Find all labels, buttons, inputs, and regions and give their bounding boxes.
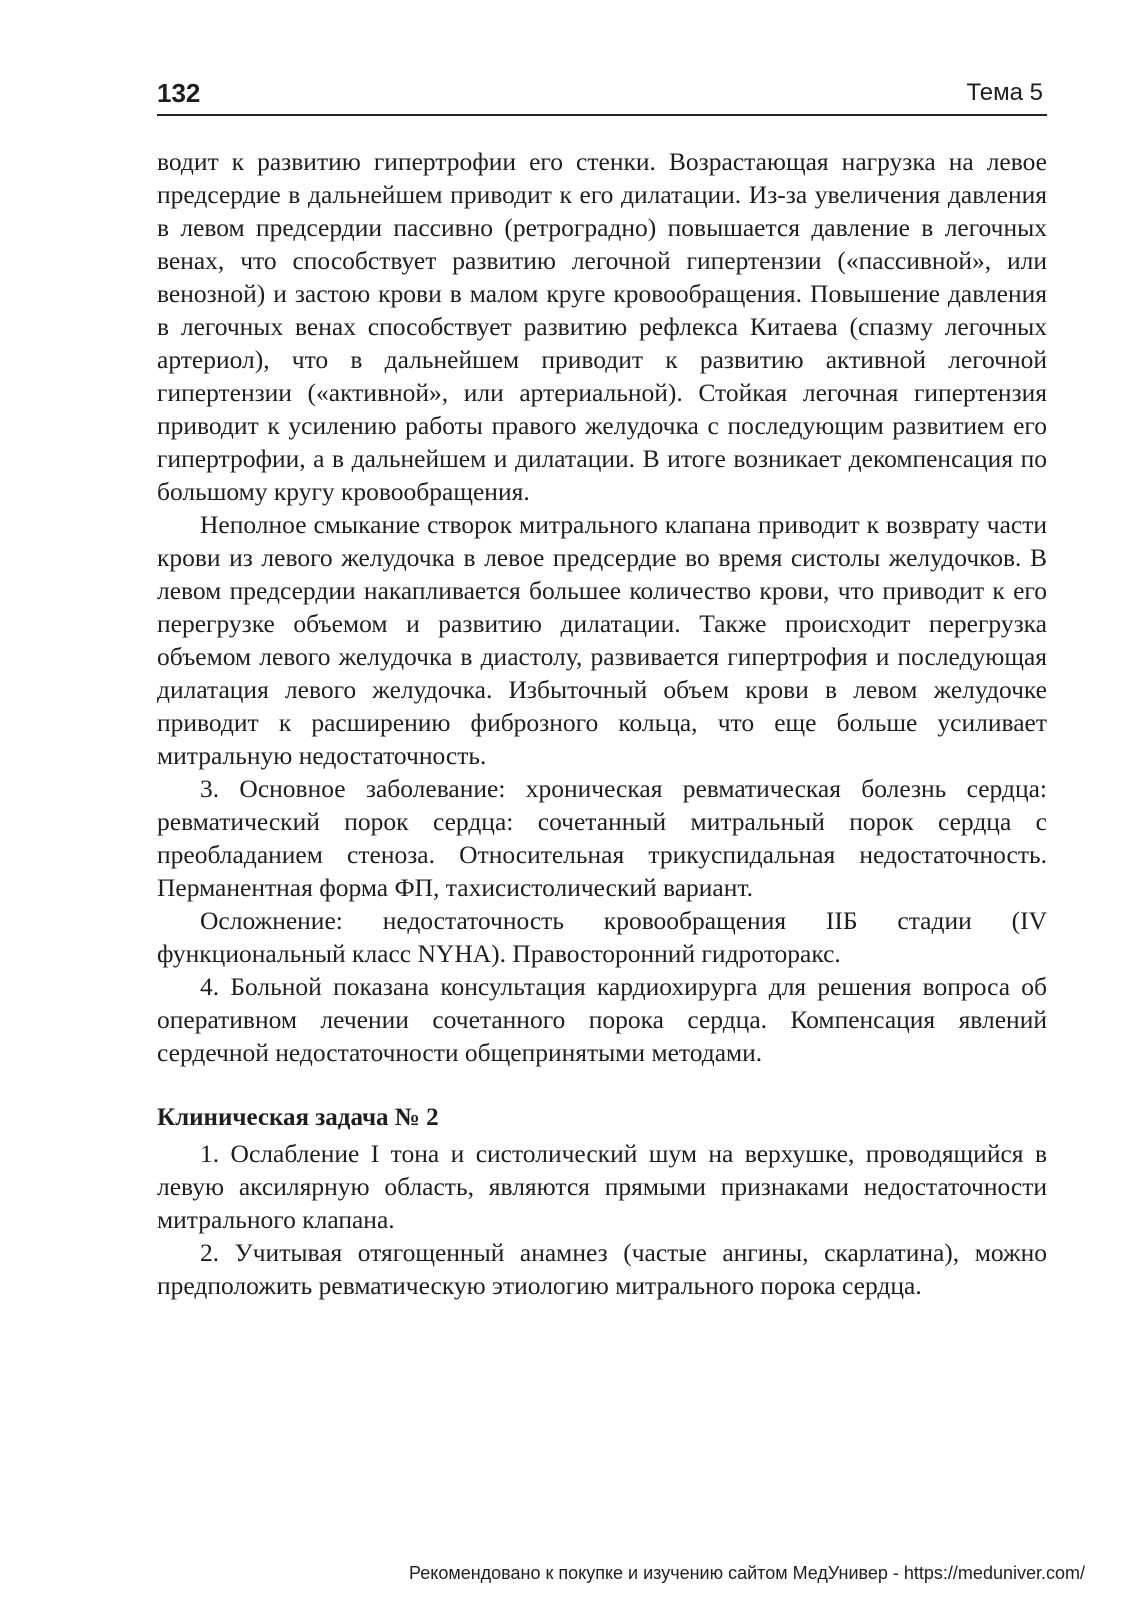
running-title: Тема 5 — [966, 79, 1043, 106]
footer-recommendation: Рекомендовано к покупке и изучению сайтом МедУнивер - https://meduniver.com/ — [409, 1563, 1085, 1583]
paragraph: 1. Ослабление I тона и систолический шум на верхушке, проводящийся в левую аксилярную область, являются прямыми признаками недостаточности митрального клапана. — [157, 1139, 1047, 1234]
paragraph: Осложнение: недостаточность кровообращения IIБ стадии (IV функциональный класс NYHA). Правосторонний гидроторакс. — [157, 906, 1047, 968]
page-number: 132 — [157, 78, 201, 108]
page-header — [157, 78, 1047, 116]
paragraph: Неполное смыкание створок митрального клапана приводит к возврату части крови из левого желудочка в левое предсердие во время систолы желудочков. В левом предсердии накапливается большее количество крови, что приводит к его перегрузке объемом и развитию дилатации. Также происходит перегрузка объемом левого желудочка в диастолу, развивается гипертрофия и последующая дилатация левого желудочка. Избыточный объем крови в левом желудочке приводит к расширению фиброзного кольца, что еще больше усиливает митральную недостаточность. — [157, 510, 1047, 770]
paragraph: 4. Больной показана консультация кардиохирурга для решения вопроса об оперативном лечении сочетанного порока сердца. Компенсация явлений сердечной недостаточности общепринятыми методами. — [157, 972, 1047, 1067]
section-title: Клиническая задача № 2 — [157, 1104, 439, 1131]
paragraph: 2. Учитывая отягощенный анамнез (частые ангины, скарлатина), можно предположить ревматическую этиологию митрального порока сердца. — [157, 1238, 1047, 1300]
paragraph: 3. Основное заболевание: хроническая ревматическая болезнь сердца: ревматический порок сердца: сочетанный митральный порок сердца с преобладанием стеноза. Относительная трикуспидальная недостаточность. Перманентная форма ФП, тахисистолический вариант. — [157, 774, 1047, 902]
paragraph: водит к развитию гипертрофии его стенки. Возрастающая нагрузка на левое предсердие в дальнейшем приводит к его дилатации. Из-за увеличения давления в левом предсердии пассивно (ретроградно) повышается давление в легочных венах, что способствует развитию легочной гипертензии («пассивной», или венозной) и застою крови в малом круге кровообращения. Повышение давления в легочных венах способствует развитию рефлекса Китаева (спазму легочных артериол), что в дальнейшем приводит к развитию активной легочной гипертензии («активной», или артериальной). Стойкая легочная гипертензия приводит к усилению работы правого желудочка с последующим развитием его гипертрофии, а в дальнейшем и дилатации. В итоге возникает декомпенсация по большому кругу кровообращения. — [157, 147, 1047, 506]
page-body — [157, 145, 1047, 1302]
